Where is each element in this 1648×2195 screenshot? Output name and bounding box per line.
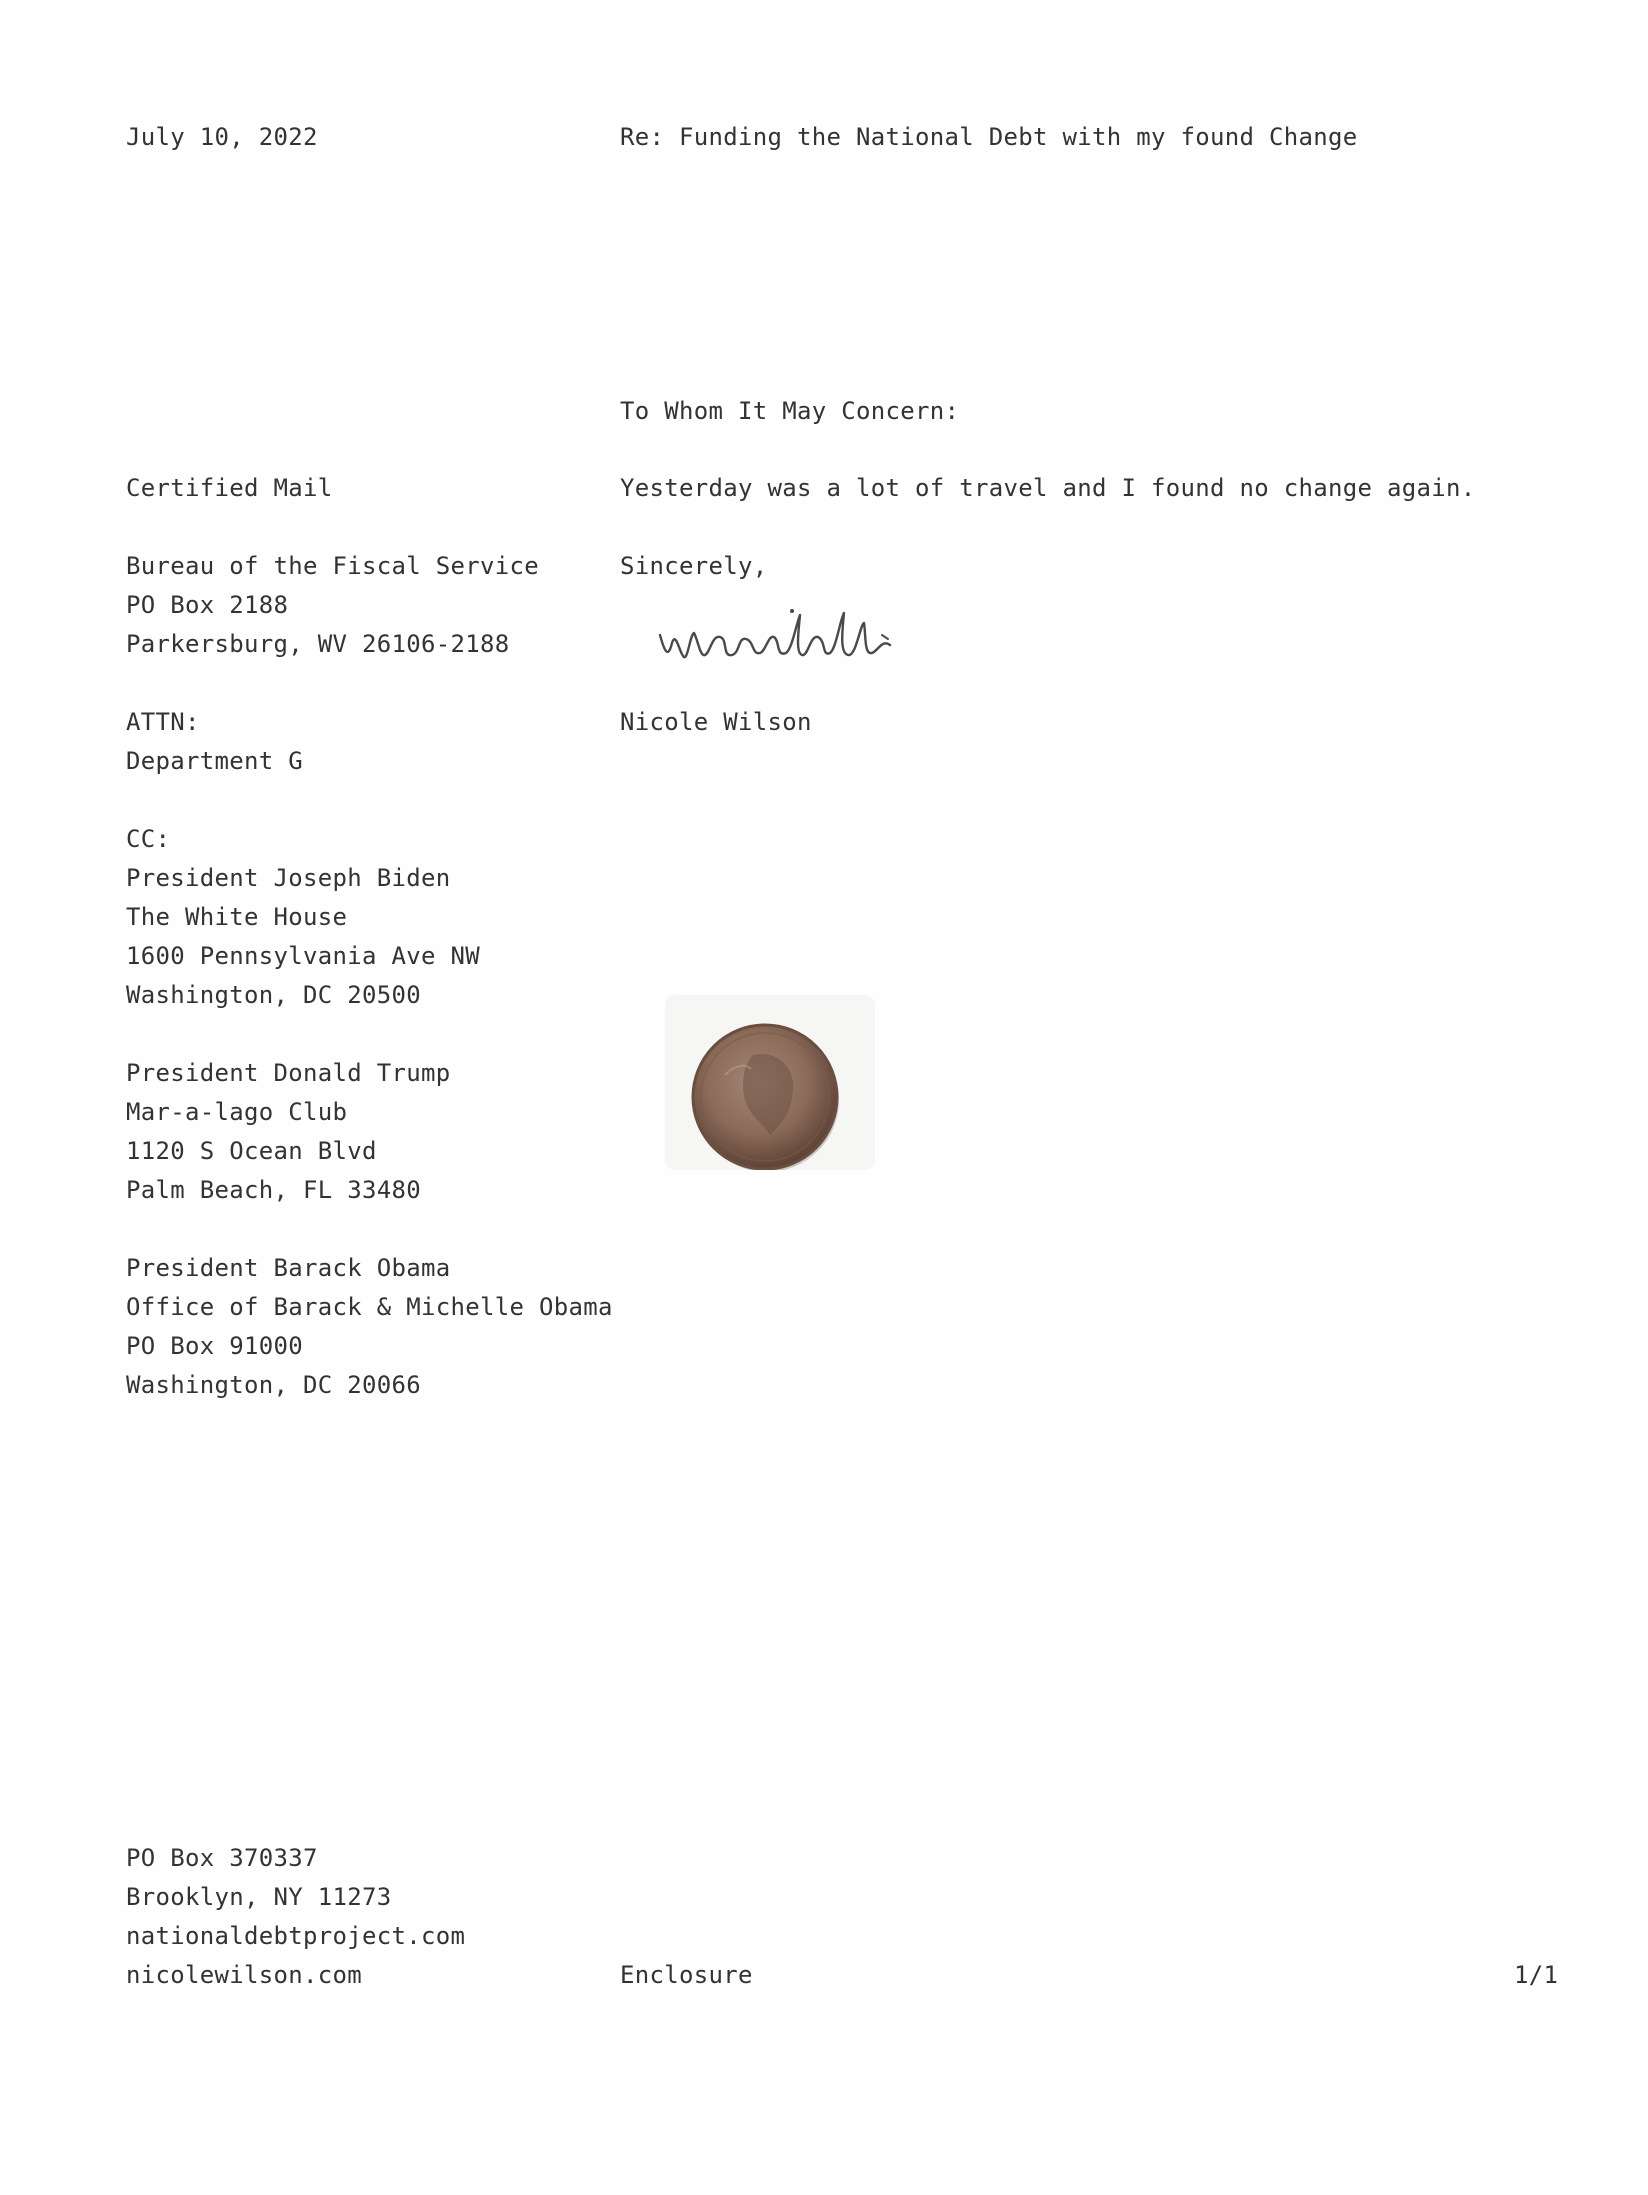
- sender-line: Brooklyn, NY 11273: [126, 1883, 392, 1911]
- cc-line: Mar-a-lago Club: [126, 1098, 348, 1126]
- sender-line: PO Box 370337: [126, 1844, 318, 1872]
- attn-block: [126, 703, 303, 781]
- cc-line: Washington, DC 20066: [126, 1371, 421, 1399]
- cc-block: [126, 820, 480, 1015]
- closing: Sincerely,: [620, 552, 768, 580]
- recipient-line: PO Box 2188: [126, 591, 289, 619]
- letter-subject: Re: Funding the National Debt with my found Change: [620, 123, 1358, 151]
- letter-date: July 10, 2022: [126, 123, 318, 151]
- recipient-line: Parkersburg, WV 26106-2188: [126, 630, 510, 658]
- attn-value: Department G: [126, 747, 303, 775]
- tape-patch: [665, 995, 875, 1170]
- cc-line: PO Box 91000: [126, 1332, 303, 1360]
- cc-line: President Joseph Biden: [126, 864, 451, 892]
- signer-name: Nicole Wilson: [620, 708, 812, 736]
- mail-type: Certified Mail: [126, 474, 333, 502]
- website-link[interactable]: nationaldebtproject.com: [126, 1922, 466, 1950]
- penny-coin-image: [665, 995, 875, 1170]
- enclosure-label: Enclosure: [620, 1961, 753, 1989]
- cc-line: Palm Beach, FL 33480: [126, 1176, 421, 1204]
- cc-line: President Barack Obama: [126, 1254, 451, 1282]
- sender-address: [126, 1839, 465, 1995]
- cc-line: Office of Barack & Michelle Obama: [126, 1293, 613, 1321]
- salutation: To Whom It May Concern:: [620, 397, 960, 425]
- cc-block: [126, 1054, 450, 1210]
- recipient-line: Bureau of the Fiscal Service: [126, 552, 539, 580]
- attn-label: ATTN:: [126, 708, 200, 736]
- cc-label: CC:: [126, 825, 171, 853]
- body-text: Yesterday was a lot of travel and I found no change again.: [620, 474, 1476, 502]
- cc-line: 1600 Pennsylvania Ave NW: [126, 942, 480, 970]
- cc-line: 1120 S Ocean Blvd: [126, 1137, 377, 1165]
- cc-line: The White House: [126, 903, 348, 931]
- page-number: 1/1: [1514, 1961, 1559, 1989]
- website-link[interactable]: nicolewilson.com: [126, 1961, 362, 1989]
- cc-line: Washington, DC 20500: [126, 981, 421, 1009]
- cc-line: President Donald Trump: [126, 1059, 451, 1087]
- recipient-address: [126, 547, 539, 664]
- signature-image: [650, 595, 980, 675]
- cc-block: [126, 1249, 613, 1405]
